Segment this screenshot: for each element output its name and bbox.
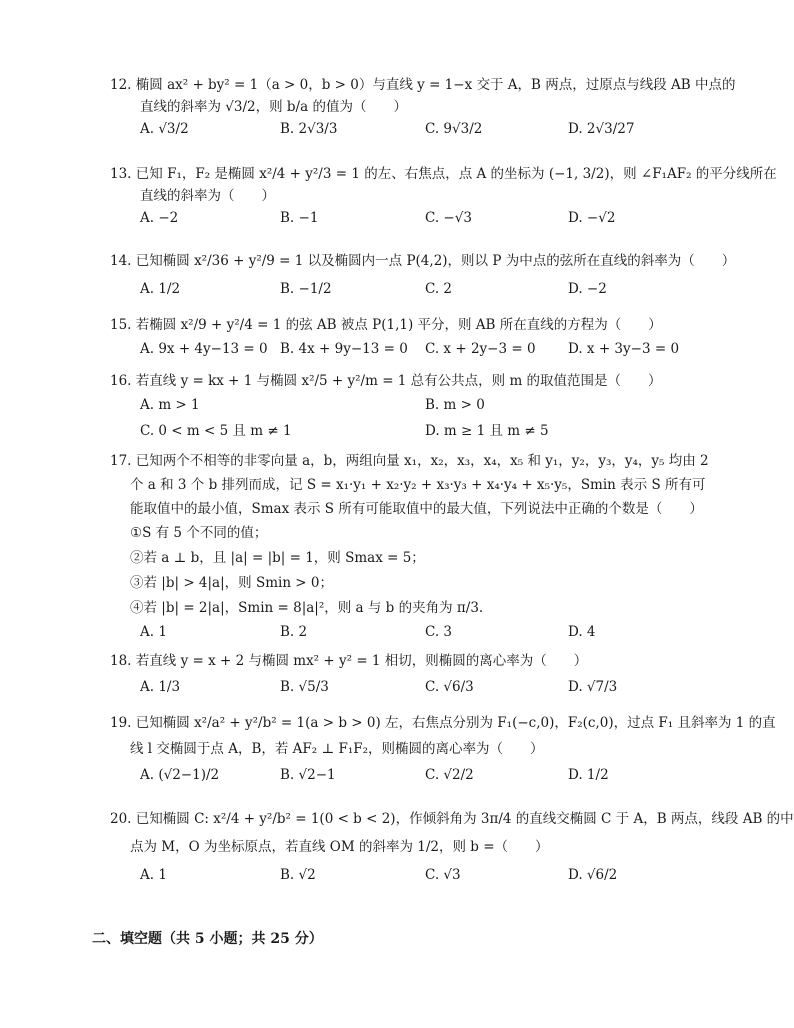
option-d[interactable]: D. 1/2 <box>568 767 609 783</box>
options-row <box>140 394 710 416</box>
option-a[interactable]: A. 1/3 <box>140 679 181 695</box>
option-b[interactable]: B. √2−1 <box>280 767 336 783</box>
option-b[interactable]: B. √5/3 <box>280 679 329 695</box>
option-a[interactable]: A. 1 <box>140 624 167 640</box>
option-b[interactable]: B. √2 <box>280 867 316 883</box>
options-row <box>140 338 710 360</box>
options-row <box>140 420 710 442</box>
statement-item: ②若 a ⊥ b，且 |a| = |b| = 1，则 Smax = 5； <box>130 550 425 566</box>
options-row <box>140 207 710 229</box>
question-13 <box>110 163 777 229</box>
option-b[interactable]: B. m > 0 <box>425 397 485 413</box>
option-a[interactable]: A. (√2−1)/2 <box>140 767 220 783</box>
option-c[interactable]: C. 2 <box>425 281 453 297</box>
options-row <box>140 864 710 886</box>
statement-item: ④若 |b| = 2|a|，Smin = 8|a|²，则 a 与 b 的夹角为 π/3. <box>130 600 484 616</box>
question-stem: 16. 若直线 y = kx + 1 与椭圆 x²/5 + y²/m = 1 总有公共点，则 m 的取值范围是（ ） <box>110 373 662 389</box>
option-c[interactable]: C. −√3 <box>425 210 472 226</box>
question-stem: 15. 若椭圆 x²/9 + y²/4 = 1 的弦 AB 被点 P(1,1) 平分，则 AB 所在直线的方程为（ ） <box>110 317 662 333</box>
option-b[interactable]: B. 2 <box>280 624 308 640</box>
question-stem-cont: 点为 M，O 为坐标原点，若直线 OM 的斜率为 1/2，则 b =（ ） <box>130 839 549 855</box>
options-row <box>140 278 710 300</box>
option-b[interactable]: B. 4x + 9y−13 = 0 <box>280 341 408 357</box>
option-c[interactable]: C. √2/2 <box>425 767 474 783</box>
option-d[interactable]: D. −√2 <box>568 210 616 226</box>
question-17 <box>110 450 710 643</box>
option-d[interactable]: D. 2√3/27 <box>568 121 635 137</box>
options-row <box>140 764 710 786</box>
option-b[interactable]: B. 2√3/3 <box>280 121 338 137</box>
question-stem-cont: 个 a 和 3 个 b 排列而成，记 S = x₁·y₁ + x₂·y₂ + x₃·y₃ + x₄·y₄ + x₅·y₅，Smin 表示 S 所有可 <box>130 477 706 493</box>
option-d[interactable]: D. x + 3y−3 = 0 <box>568 341 680 357</box>
question-stem: 14. 已知椭圆 x²/36 + y²/9 = 1 以及椭圆内一点 P(4,2)，则以 P 为中点的弦所在直线的斜率为（ ） <box>110 253 736 269</box>
question-16 <box>110 370 710 442</box>
option-d[interactable]: D. √7/3 <box>568 679 618 695</box>
question-stem: 18. 若直线 y = x + 2 与椭圆 mx² + y² = 1 相切，则椭圆的离心率为（ ） <box>110 653 588 669</box>
question-15 <box>110 314 710 360</box>
option-c[interactable]: C. 0 < m < 5 且 m ≠ 1 <box>140 423 292 439</box>
option-a[interactable]: A. 1/2 <box>140 281 181 297</box>
statement-list <box>110 522 710 619</box>
question-stem-cont: 直线的斜率为（ ） <box>140 188 275 204</box>
statement-item: ③若 |b| > 4|a|，则 Smin > 0； <box>130 575 333 591</box>
question-12 <box>110 74 736 140</box>
option-a[interactable]: A. −2 <box>140 210 179 226</box>
question-stem: 17. 已知两个不相等的非零向量 a，b，两组向量 x₁，x₂，x₃，x₄，x₅ 和 y₁，y₂，y₃，y₄，y₅ 均由 2 <box>110 453 709 469</box>
question-stem-cont: 直线的斜率为 √3/2，则 b/a 的值为（ ） <box>140 99 407 115</box>
option-d[interactable]: D. −2 <box>568 281 607 297</box>
option-b[interactable]: B. −1/2 <box>280 281 332 297</box>
options-row <box>140 676 710 698</box>
option-a[interactable]: A. m > 1 <box>140 397 200 413</box>
question-stem-cont: 线 l 交椭圆于点 A，B，若 AF₂ ⊥ F₁F₂，则椭圆的离心率为（ ） <box>130 741 544 757</box>
option-a[interactable]: A. √3/2 <box>140 121 189 137</box>
section-heading: 二、填空题（共 5 小题；共 25 分） <box>92 931 323 947</box>
options-row <box>140 118 710 140</box>
option-c[interactable]: C. x + 2y−3 = 0 <box>425 341 536 357</box>
option-c[interactable]: C. √6/3 <box>425 679 474 695</box>
option-d[interactable]: D. √6/2 <box>568 867 618 883</box>
question-18 <box>110 650 710 698</box>
question-stem: 13. 已知 F₁，F₂ 是椭圆 x²/4 + y²/3 = 1 的左、右焦点，点 A 的坐标为 (−1, 3/2)，则 ∠F₁AF₂ 的平分线所在 <box>110 166 777 182</box>
question-19 <box>110 712 776 786</box>
option-d[interactable]: D. m ≥ 1 且 m ≠ 5 <box>425 423 549 439</box>
question-stem: 19. 已知椭圆 x²/a² + y²/b² = 1(a > b > 0) 左，右焦点分别为 F₁(−c,0)，F₂(c,0)，过点 F₁ 且斜率为 1 的直 <box>110 715 776 731</box>
option-c[interactable]: C. 9√3/2 <box>425 121 483 137</box>
option-d[interactable]: D. 4 <box>568 624 596 640</box>
options-row <box>140 621 710 643</box>
option-a[interactable]: A. 9x + 4y−13 = 0 <box>140 341 268 357</box>
option-c[interactable]: C. √3 <box>425 867 461 883</box>
question-stem-cont: 能取值中的最小值，Smax 表示 S 所有可能取值中的最大值，下列说法中正确的个数是（ ） <box>130 501 703 517</box>
question-14 <box>110 250 736 300</box>
question-stem: 20. 已知椭圆 C: x²/4 + y²/b² = 1(0 < b < 2)，作倾斜角为 3π/4 的直线交椭圆 C 于 A，B 两点，线段 AB 的中 <box>110 811 794 827</box>
question-20 <box>110 808 794 886</box>
question-stem: 12. 椭圆 ax² + by² = 1（a > 0，b > 0）与直线 y = 1−x 交于 A，B 两点，过原点与线段 AB 中点的 <box>110 77 736 93</box>
statement-item: ①S 有 5 个不同的值； <box>130 525 268 541</box>
option-b[interactable]: B. −1 <box>280 210 319 226</box>
option-a[interactable]: A. 1 <box>140 867 167 883</box>
option-c[interactable]: C. 3 <box>425 624 453 640</box>
